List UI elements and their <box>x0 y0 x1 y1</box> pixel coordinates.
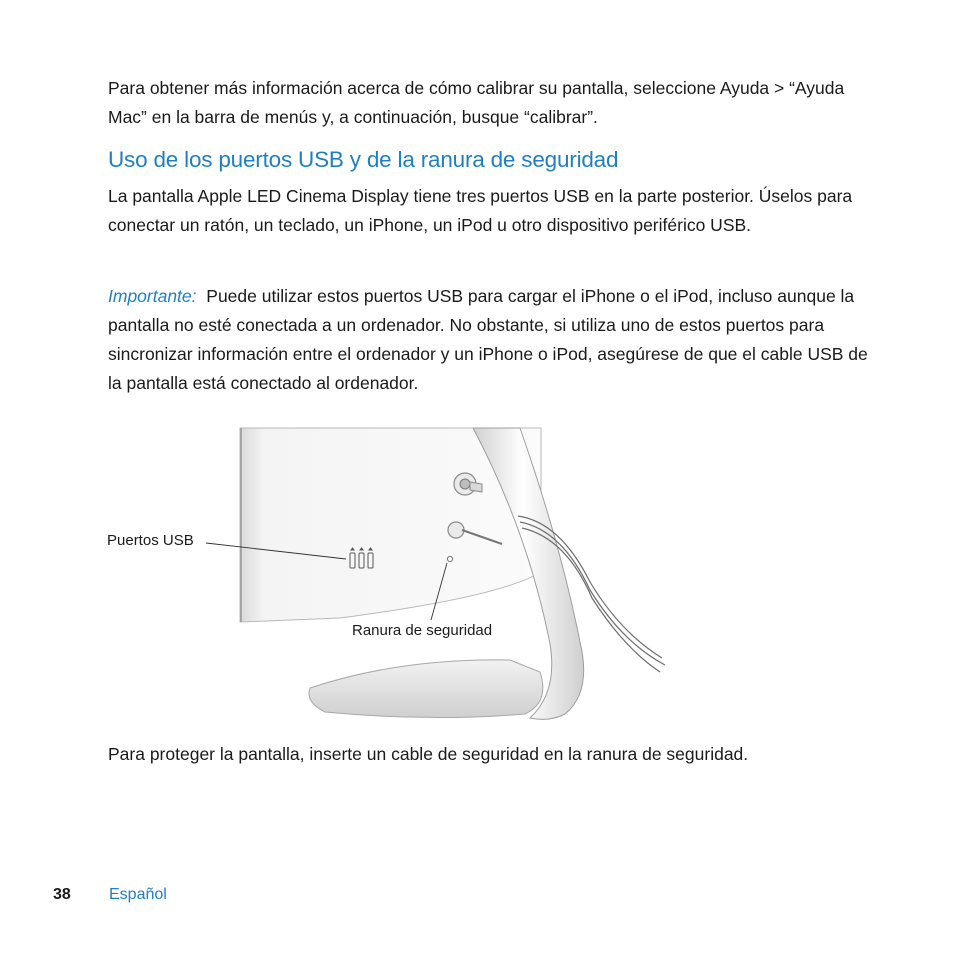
intro-paragraph: Para obtener más información acerca de cómo calibrar su pantalla, seleccione Ayuda > “Ayuda Mac” en la barra de menús y, a continuación, busque “calibrar”. <box>108 78 845 127</box>
important-label: Importante: <box>108 286 197 306</box>
page-number: 38 <box>53 886 71 903</box>
security-slot-callout: Ranura de seguridad <box>352 622 493 639</box>
security-slot <box>447 556 452 561</box>
important-paragraph <box>108 282 878 398</box>
usb-ports-callout: Puertos USB <box>107 532 194 549</box>
section-heading: Uso de los puertos USB y de la ranura de seguridad <box>108 147 619 172</box>
closing-paragraph: Para proteger la pantalla, inserte un cable de seguridad en la ranura de seguridad. <box>108 744 749 764</box>
stand-base <box>309 660 543 718</box>
usb-description-paragraph: La pantalla Apple LED Cinema Display tiene tres puertos USB en la parte posterior. Úselos para conectar un ratón, un teclado, un iPhone, un iPod u otro dispositivo periférico USB. <box>108 186 853 235</box>
important-text: Puede utilizar estos puertos USB para cargar el iPhone o el iPod, incluso aunque la pantalla no esté conectada a un ordenador. No obstante, si utiliza uno de estos puertos para sincronizar información entre el ordenador y un iPhone o iPod, asegúrese de que el cable USB de la pantalla está conectado al ordenador. <box>108 286 868 393</box>
footer-language: Español <box>109 886 167 903</box>
display-back-illustration <box>100 422 700 732</box>
